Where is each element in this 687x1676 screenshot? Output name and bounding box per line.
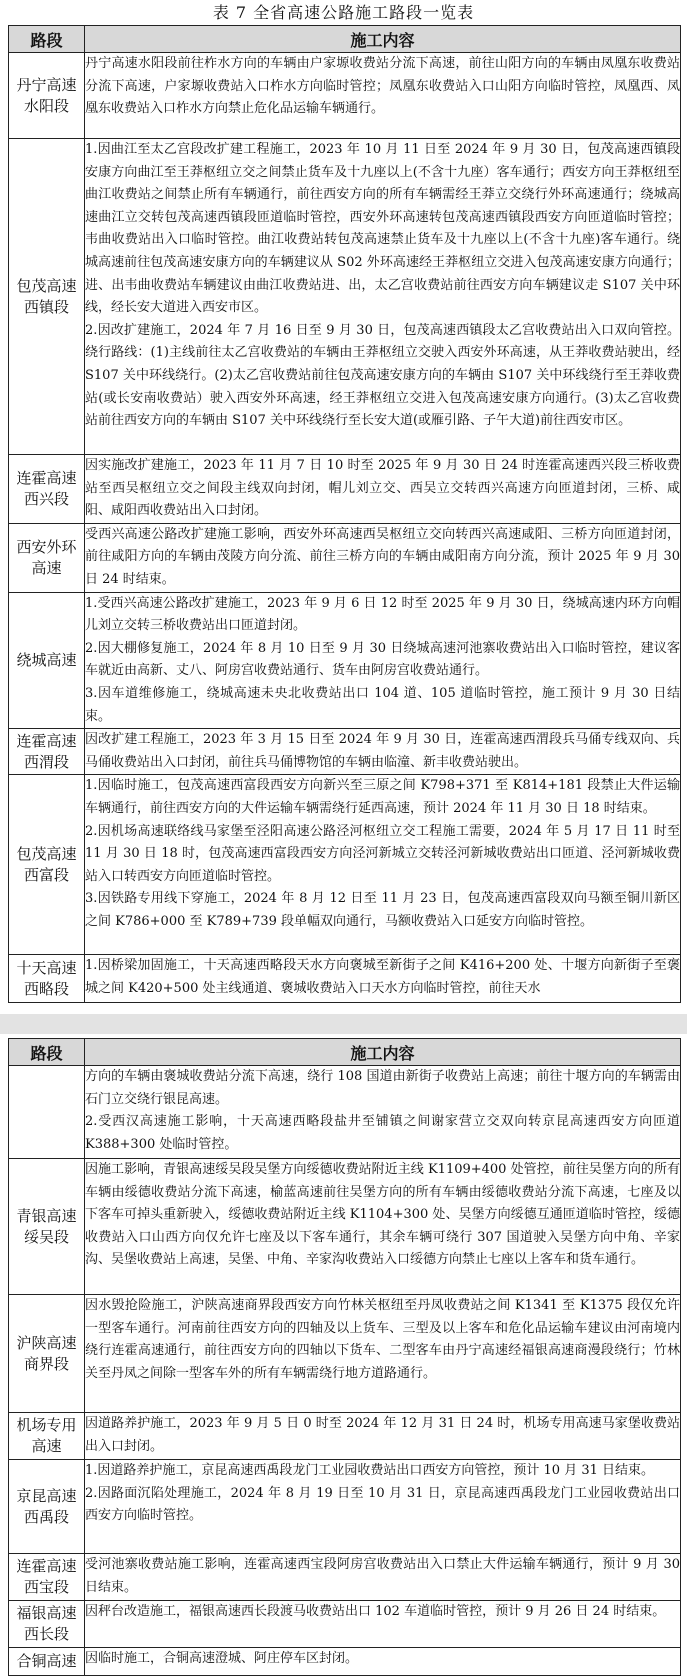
- construction-content: 因实施改扩建施工，2023 年 11 月 7 日 10 时至 2025 年 9 月 30 日 24 时连霍高速西兴段三桥收费站至西吴枢纽立交之间段主线双向封闭，帽儿刘立交、西吴立交转西兴高速方向匝道封闭，三桥、咸阳、咸阳西收费站出入口封闭。: [85, 455, 681, 524]
- table-row: [9, 1460, 681, 1554]
- road-name: 连霍高速 西渭段: [9, 729, 85, 775]
- construction-content: 因临时施工，合铜高速澄城、阿庄停车区封闭。: [85, 1648, 681, 1676]
- table-title: 表 7 全省高速公路施工路段一览表: [212, 3, 475, 22]
- construction-table-page-2: [8, 1038, 681, 1676]
- construction-content: 1.受西兴高速公路改扩建施工，2023 年 9 月 6 日 12 时至 2025 年 9 月 30 日，绕城高速内环方向帽儿刘立交转三桥收费站出口匝道封闭。 2.因大棚修复施工，2024 年 8 月 10 日至 9 月 30 日绕城高速河池寨收费站出入口临时管控，建议客车就近由高新、丈八、阿房宫收费站通行、货车由阿房宫收费站通行。 3.因车道维修施工，绕城高速未央北收费站出口 104 道、105 道临时管控，施工预计 9 月 30 日结束。: [85, 592, 681, 729]
- page-break: [0, 1014, 687, 1034]
- table-row: [9, 1159, 681, 1295]
- road-name: [9, 1066, 85, 1159]
- construction-table-page-1: [8, 25, 681, 1003]
- table-row: [9, 1648, 681, 1676]
- table-row: [9, 775, 681, 955]
- construction-content: 因秤台改造施工，福银高速西长段渡马收费站出口 102 车道临时管控，预计 9 月 26 日 24 时结束。: [85, 1601, 681, 1648]
- table-row: [9, 1554, 681, 1601]
- road-name: 福银高速 西长段: [9, 1601, 85, 1648]
- road-name: 丹宁高速 水阳段: [9, 53, 85, 139]
- road-name: 连霍高速 西宝段: [9, 1554, 85, 1601]
- construction-content: 因水毁抢险施工，沪陕高速商界段西安方向竹林关枢纽至丹凤收费站之间 K1341 至 K1375 段仅允许一型客车通行。河南前往西安方向的四轴及以上货车、三型及以上客车和危化品运输车建议由河南境内绕行连霍高速通行，前往西安方向的四轴以下货车、二型客车由丹宁高速经福银高速商漫段绕行；竹林关至丹凤之间除一型客车外的所有车辆需绕行地方道路通行。: [85, 1295, 681, 1413]
- construction-content: 因改扩建工程施工，2023 年 3 月 15 日至 2024 年 9 月 30 日，连霍高速西渭段兵马俑专线双向、兵马俑收费站出入口封闭，前往兵马俑博物馆的车辆由临潼、新丰收费站驶出。: [85, 729, 681, 775]
- road-name: 连霍高速 西兴段: [9, 455, 85, 524]
- road-name: 十天高速 西略段: [9, 955, 85, 1003]
- header-road: 路段: [9, 1039, 85, 1066]
- road-name: 京昆高速 西禹段: [9, 1460, 85, 1554]
- table-header-row: [9, 26, 681, 53]
- construction-content: 因道路养护施工，2023 年 9 月 5 日 0 时至 2024 年 12 月 31 日 24 时，机场专用高速马家堡收费站出入口封闭。: [85, 1413, 681, 1460]
- construction-content: 因施工影响，青银高速绥吴段吴堡方向绥德收费站附近主线 K1109+400 处管控，前往吴堡方向的所有车辆由绥德收费站分流下高速，榆蓝高速前往吴堡方向的所有车辆由绥德收费站分流下高速，七座及以下客车可掉头重新驶入，绥德收费站附近主线 K1104+300 处、吴堡方向绥德互通匝道临时管控，绥德收费站入口山西方向仅允许七座及以下客车通行，其余车辆可绕行 307 国道驶入吴堡方向中角、辛家沟、吴堡收费站上高速，吴堡、中角、辛家沟收费站入口绥德方向禁止七座以上客车和货车通行。: [85, 1159, 681, 1295]
- road-name: 绕城高速: [9, 592, 85, 729]
- construction-content: 丹宁高速水阳段前往柞水方向的车辆由户家塬收费站分流下高速，前往山阳方向的车辆由凤凰东收费站分流下高速，户家塬收费站入口柞水方向临时管控；凤凰东收费站入口山阳方向临时管控，凤凰西、凤凰东收费站入口柞水方向禁止危化品运输车辆通行。: [85, 53, 681, 139]
- table-row: [9, 1066, 681, 1159]
- table-row: [9, 53, 681, 139]
- construction-content: 1.因道路养护施工，京昆高速西禹段龙门工业园收费站出口西安方向管控，预计 10 月 31 日结束。 2.因路面沉陷处理施工，2024 年 8 月 19 日至 10 月 31 日，京昆高速西禹段龙门工业园收费站出口西安方向临时管控。: [85, 1460, 681, 1554]
- table-row: [9, 455, 681, 524]
- header-content: 施工内容: [85, 1039, 681, 1066]
- table-row: [9, 1601, 681, 1648]
- table-header-row: [9, 1039, 681, 1066]
- table-row: [9, 139, 681, 455]
- table-row: [9, 523, 681, 592]
- road-name: 合铜高速: [9, 1648, 85, 1676]
- table-row: [9, 955, 681, 1003]
- construction-content: 1.因曲江至太乙宫段改扩建工程施工，2023 年 10 月 11 日至 2024 年 9 月 30 日，包茂高速西镇段安康方向曲江至王莽枢纽立交之间禁止货车及十九座以上(不含十九座）客车通行；西安方向王莽枢纽至曲江收费站之间禁止所有车辆通行，前往西安方向的所有车辆需经王莽立交绕行外环高速通行；绕城高速曲江立交转包茂高速西镇段匝道临时管控，西安外环高速转包茂高速西镇段西安方向匝道临时管控；韦曲收费站出入口临时管控。曲江收费站转包茂高速禁止货车及十九座以上(不含十九座)客车通行。绕城高速前往包茂高速安康方向的车辆建议从 S02 外环高速经王莽枢纽立交进入包茂高速安康方向通行；进、出韦曲收费站车辆建议由曲江收费站进、出，太乙宫收费站前往西安方向车辆建议走 S107 关中环线，经长安大道进入西安市区。 2.因改扩建施工，2024 年 7 月 16 日至 9 月 30 日，包茂高速西镇段太乙宫收费站出入口双向管控。绕行路线：(1)主线前往太乙宫收费站的车辆由王莽枢纽立交驶入西安外环高速，从王莽收费站驶出，经 S107 关中环线绕行。(2)太乙宫收费站前往包茂高速安康方向的车辆由 S107 关中环线绕行至王莽收费站(或长安南收费站）驶入西安外环高速，经王莽枢纽立交进入包茂高速安康方向通行。(3)太乙宫收费站前往西安方向的车辆由 S107 关中环线绕行至长安大道(或雁引路、子午大道)前往西安市区。: [85, 139, 681, 455]
- construction-content: 受西兴高速公路改扩建施工影响，西安外环高速西吴枢纽立交向转西兴高速咸阳、三桥方向匝道封闭，前往咸阳方向的车辆由茂陵方向分流、前往三桥方向的车辆由咸阳南方向分流，预计 2025 年 9 月 30 日 24 时结束。: [85, 523, 681, 592]
- table-row: [9, 1413, 681, 1460]
- construction-content: 1.因桥梁加固施工，十天高速西略段天水方向褒城至新街子之间 K416+200 处、十堰方向新街子至褒城之间 K420+500 处主线通道、褒城收费站入口天水方向临时管控，前往天水: [85, 955, 681, 1003]
- construction-content: 受河池寨收费站施工影响，连霍高速西宝段阿房宫收费站出入口禁止大件运输车辆通行，预计 9 月 30 日结束。: [85, 1554, 681, 1601]
- road-name: 包茂高速 西富段: [9, 775, 85, 955]
- road-name: 西安外环 高速: [9, 523, 85, 592]
- road-name: 包茂高速 西镇段: [9, 139, 85, 455]
- table-row: [9, 1295, 681, 1413]
- header-content: 施工内容: [85, 26, 681, 53]
- header-road: 路段: [9, 26, 85, 53]
- road-name: 沪陕高速 商界段: [9, 1295, 85, 1413]
- road-name: 机场专用 高速: [9, 1413, 85, 1460]
- construction-content: 方向的车辆由褒城收费站分流下高速，绕行 108 国道由新街子收费站上高速；前往十堰方向的车辆需由石门立交绕行银昆高速。 2.受西汉高速施工影响，十天高速西略段盐井至铺镇之间谢家营立交双向转京昆高速西安方向匝道 K388+300 处临时管控。: [85, 1066, 681, 1159]
- construction-content: 1.因临时施工，包茂高速西富段西安方向新兴至三原之间 K798+371 至 K814+181 段禁止大件运输车辆通行，前往西安方向的大件运输车辆需绕行延西高速，预计 2024 年 11 月 30 日 18 时结束。 2.因机场高速联络线马家堡至泾阳高速公路泾河枢纽立交工程施工需要，2024 年 5 月 17 日 11 时至 11 月 30 日 18 时，包茂高速西富段西安方向泾河新城立交转泾河新城收费站出口匝道、泾河新城收费站入口转西安方向匝道临时管控。 3.因铁路专用线下穿施工，2024 年 8 月 12 日至 11 月 23 日，包茂高速西富段双向马额至铜川新区之间 K786+000 至 K789+739 段单幅双向通行，马额收费站入口延安方向临时管控。: [85, 775, 681, 955]
- table-row: [9, 592, 681, 729]
- table-row: [9, 729, 681, 775]
- road-name: 青银高速 绥吴段: [9, 1159, 85, 1295]
